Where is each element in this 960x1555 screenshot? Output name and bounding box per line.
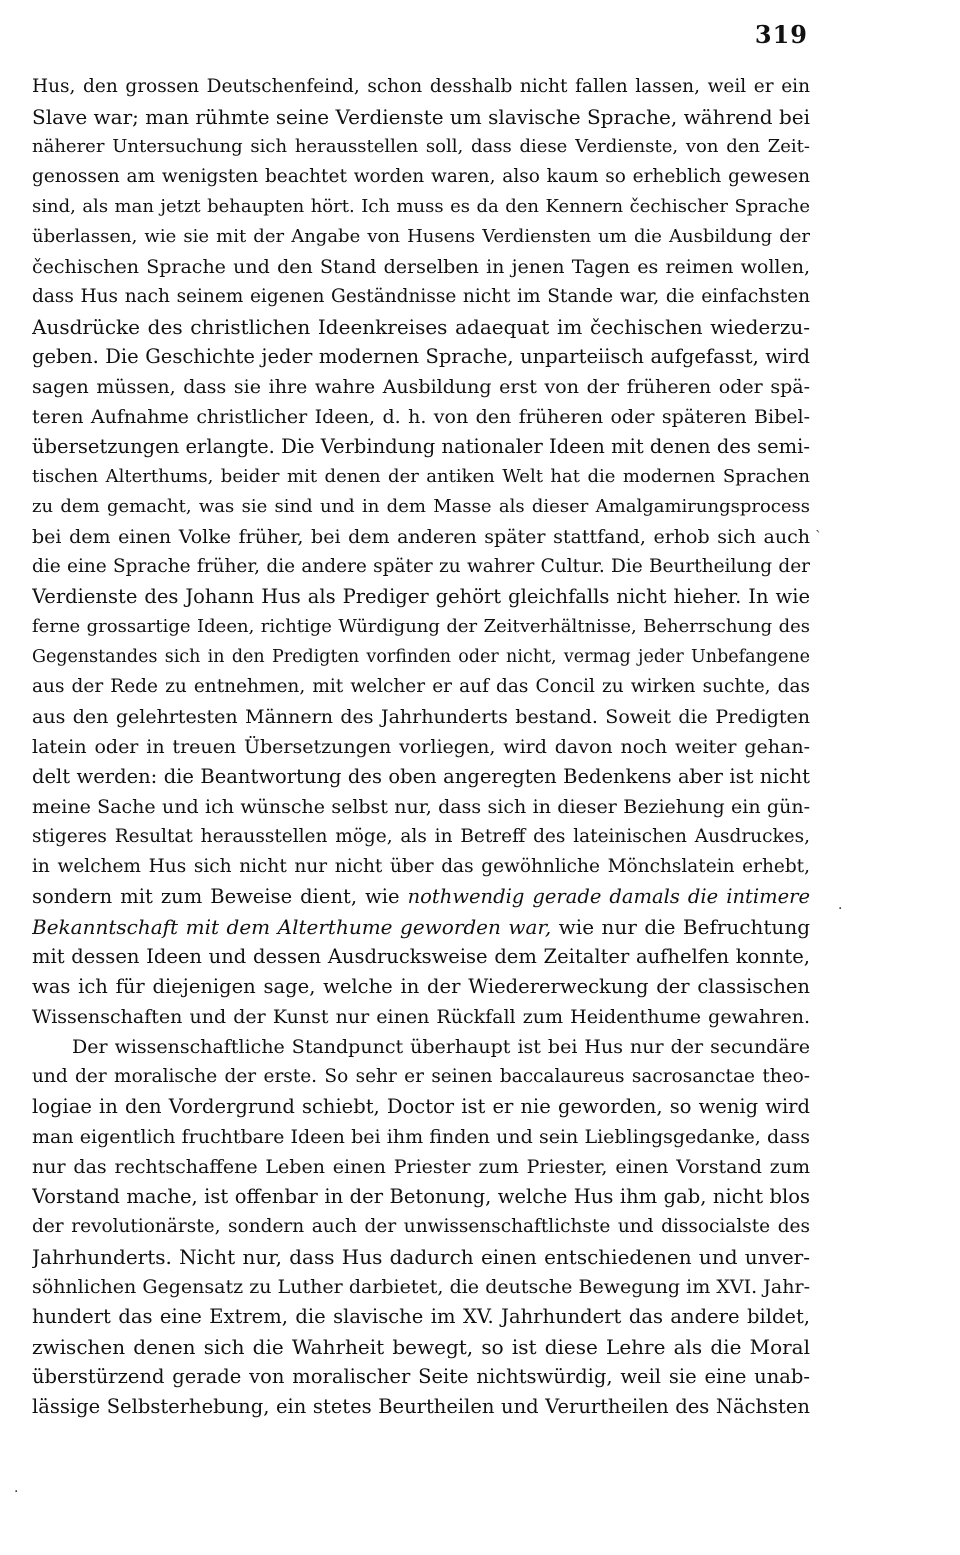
text-segment: Slave war; man rühmte seine Verdienste um slavische Sprache, während bei xyxy=(32,105,810,129)
text-line xyxy=(32,72,810,102)
text-line xyxy=(32,762,810,792)
text-line xyxy=(32,492,810,522)
text-line xyxy=(32,942,810,972)
text-segment: söhnlichen Gegensatz zu Luther darbietet, die deutsche Bewegung im XVI. Jahr- xyxy=(32,1276,810,1298)
text-line xyxy=(32,552,810,582)
text-segment: überstürzend gerade von moralischer Seite nichtswürdig, weil sie eine unab- xyxy=(32,1365,810,1388)
text-line xyxy=(32,882,810,912)
text-segment: geben. Die Geschichte jeder modernen Sprache, unparteiisch aufgefasst, wird xyxy=(32,345,810,368)
text-segment: aus den gelehrtesten Männern des Jahrhunderts bestand. Soweit die Predigten xyxy=(32,706,810,728)
text-line xyxy=(32,1242,810,1272)
text-segment: Wissenschaften und der Kunst nur einen Rückfall zum Heidenthume gewahren. xyxy=(32,1006,810,1028)
text-segment: wie nur die Befruchtung xyxy=(551,915,810,939)
text-segment: mit dessen Ideen und dessen Ausdrucksweise dem Zeitalter aufhelfen konnte, xyxy=(32,945,810,968)
text-line xyxy=(32,1002,810,1032)
text-line xyxy=(32,252,810,282)
text-line xyxy=(32,192,810,222)
emphasized-text: Bekanntschaft mit dem Alterthume geworden war, xyxy=(32,915,552,939)
text-segment: in welchem Hus sich nicht nur nicht über das gewöhnliche Mönchslatein erhebt, xyxy=(32,856,810,877)
text-line xyxy=(32,522,810,552)
text-line xyxy=(32,462,810,492)
text-line xyxy=(32,672,810,702)
text-line xyxy=(32,582,810,612)
text-line xyxy=(32,612,810,642)
text-segment: Vorstand mache, ist offenbar in der Betonung, welche Hus ihm gab, nicht blos xyxy=(32,1185,810,1208)
text-segment: aus der Rede zu entnehmen, mit welcher er auf das Concil zu wirken suchte, das xyxy=(32,676,810,697)
margin-mark: · xyxy=(14,1484,19,1500)
text-line xyxy=(32,1092,810,1122)
text-segment: stigeres Resultat herausstellen möge, als in Betreff des lateinischen Ausdruckes, xyxy=(32,826,810,847)
text-line xyxy=(32,1182,810,1212)
margin-mark: · xyxy=(838,901,843,917)
text-line xyxy=(32,642,810,672)
text-segment: hundert das eine Extrem, die slavische im XV. Jahrhundert das andere bildet, xyxy=(32,1305,810,1328)
text-line xyxy=(32,402,810,432)
text-line xyxy=(32,702,810,732)
text-line xyxy=(32,1272,810,1302)
text-segment: Gegenstandes sich in den Predigten vorfinden oder nicht, vermag jeder Unbefangene xyxy=(32,647,810,667)
text-segment: man eigentlich fruchtbare Ideen bei ihm finden und sein Lieblingsgedanke, dass xyxy=(32,1126,810,1148)
text-segment: Ausdrücke des christlichen Ideenkreises adaequat im čechischen wiederzu- xyxy=(32,315,810,339)
text-segment: zwischen denen sich die Wahrheit bewegt, so ist diese Lehre als die Moral xyxy=(32,1335,810,1359)
text-segment: delt werden: die Beantwortung des oben angeregten Bedenkens aber ist nicht xyxy=(32,765,810,788)
text-segment: übersetzungen erlangte. Die Verbindung nationaler Ideen mit denen des semi- xyxy=(32,435,810,458)
text-segment: Der wissenschaftliche Standpunct überhaupt ist bei Hus nur der secundäre xyxy=(72,1036,810,1058)
text-segment: sondern mit zum Beweise dient, wie xyxy=(32,885,408,908)
text-line xyxy=(32,1152,810,1182)
text-line xyxy=(32,852,810,882)
text-segment: logiae in den Vordergrund schiebt, Doctor ist er nie geworden, so wenig wird xyxy=(32,1095,810,1118)
text-segment: zu dem gemacht, was sie sind und in dem Masse als dieser Amalgamirungsprocess xyxy=(32,496,810,517)
text-line xyxy=(32,1392,810,1422)
text-segment: Hus, den grossen Deutschenfeind, schon desshalb nicht fallen lassen, weil er ein xyxy=(32,76,810,97)
text-segment: der revolutionärste, sondern auch der unwissenschaftlichste und dissocialste des xyxy=(32,1216,810,1237)
text-line xyxy=(32,102,810,132)
text-line xyxy=(32,1032,810,1062)
text-line xyxy=(32,1122,810,1152)
text-segment: die eine Sprache früher, die andere später zu wahrer Cultur. Die Beurtheilung der xyxy=(32,556,810,577)
text-line xyxy=(32,312,810,342)
text-line xyxy=(32,972,810,1002)
text-line xyxy=(32,1212,810,1242)
text-segment: genossen am wenigsten beachtet worden waren, also kaum so erheblich gewesen xyxy=(32,166,810,187)
text-line xyxy=(32,132,810,162)
text-line xyxy=(32,822,810,852)
page-number: 319 xyxy=(754,20,808,49)
text-segment: sind, als man jetzt behaupten hört. Ich muss es da den Kennern čechischer Sprache xyxy=(32,196,810,217)
text-segment: nur das rechtschaffene Leben einen Priester zum Priester, einen Vorstand zum xyxy=(32,1156,810,1178)
body-text xyxy=(32,72,810,1422)
text-line xyxy=(32,372,810,402)
text-segment: Verdienste des Johann Hus als Prediger gehört gleichfalls nicht hieher. In wie xyxy=(32,585,810,608)
text-line xyxy=(32,282,810,312)
text-line xyxy=(32,1062,810,1092)
text-line xyxy=(32,432,810,462)
text-segment: meine Sache und ich wünsche selbst nur, dass sich in dieser Beziehung ein gün- xyxy=(32,796,810,818)
text-line xyxy=(32,732,810,762)
text-segment: bei dem einen Volke früher, bei dem anderen später stattfand, erhob sich auch xyxy=(32,526,810,548)
text-segment: was ich für diejenigen sage, welche in der Wiedererweckung der classischen xyxy=(32,975,810,998)
text-segment: ferne grossartige Ideen, richtige Würdigung der Zeitverhältnisse, Beherrschung des xyxy=(32,616,810,637)
text-segment: tischen Alterthums, beider mit denen der antiken Welt hat die modernen Sprachen xyxy=(32,466,810,487)
margin-mark: ` xyxy=(815,529,822,545)
text-line xyxy=(32,912,810,942)
text-line xyxy=(32,342,810,372)
text-segment: čechischen Sprache und den Stand derselben in jenen Tagen es reimen wollen, xyxy=(32,256,810,278)
text-line xyxy=(32,1302,810,1332)
text-segment: latein oder in treuen Übersetzungen vorliegen, wird davon noch weiter gehan- xyxy=(32,736,810,758)
text-segment: und der moralische der erste. So sehr er seinen baccalaureus sacrosanctae theo- xyxy=(32,1066,810,1087)
text-segment: überlassen, wie sie mit der Angabe von Husens Verdiensten um die Ausbildung der xyxy=(32,226,810,247)
text-segment: teren Aufnahme christlicher Ideen, d. h. von den früheren oder späteren Bibel- xyxy=(32,406,810,428)
text-segment: dass Hus nach seinem eigenen Geständnisse nicht im Stande war, die einfachsten xyxy=(32,286,810,307)
text-segment: sagen müssen, dass sie ihre wahre Ausbildung erst von der früheren oder spä- xyxy=(32,376,810,398)
text-segment: Jahrhunderts. Nicht nur, dass Hus dadurch einen entschiedenen und unver- xyxy=(32,1245,810,1269)
text-line xyxy=(32,162,810,192)
text-segment: näherer Untersuchung sich herausstellen soll, dass diese Verdienste, von den Zeit- xyxy=(32,136,810,157)
text-segment: lässige Selbsterhebung, ein stetes Beurtheilen und Verurtheilen des Nächsten xyxy=(32,1395,810,1418)
emphasized-text: nothwendig gerade damals die intimere xyxy=(407,885,810,908)
text-line xyxy=(32,792,810,822)
text-line xyxy=(32,1362,810,1392)
text-line xyxy=(32,1332,810,1362)
text-line xyxy=(32,222,810,252)
